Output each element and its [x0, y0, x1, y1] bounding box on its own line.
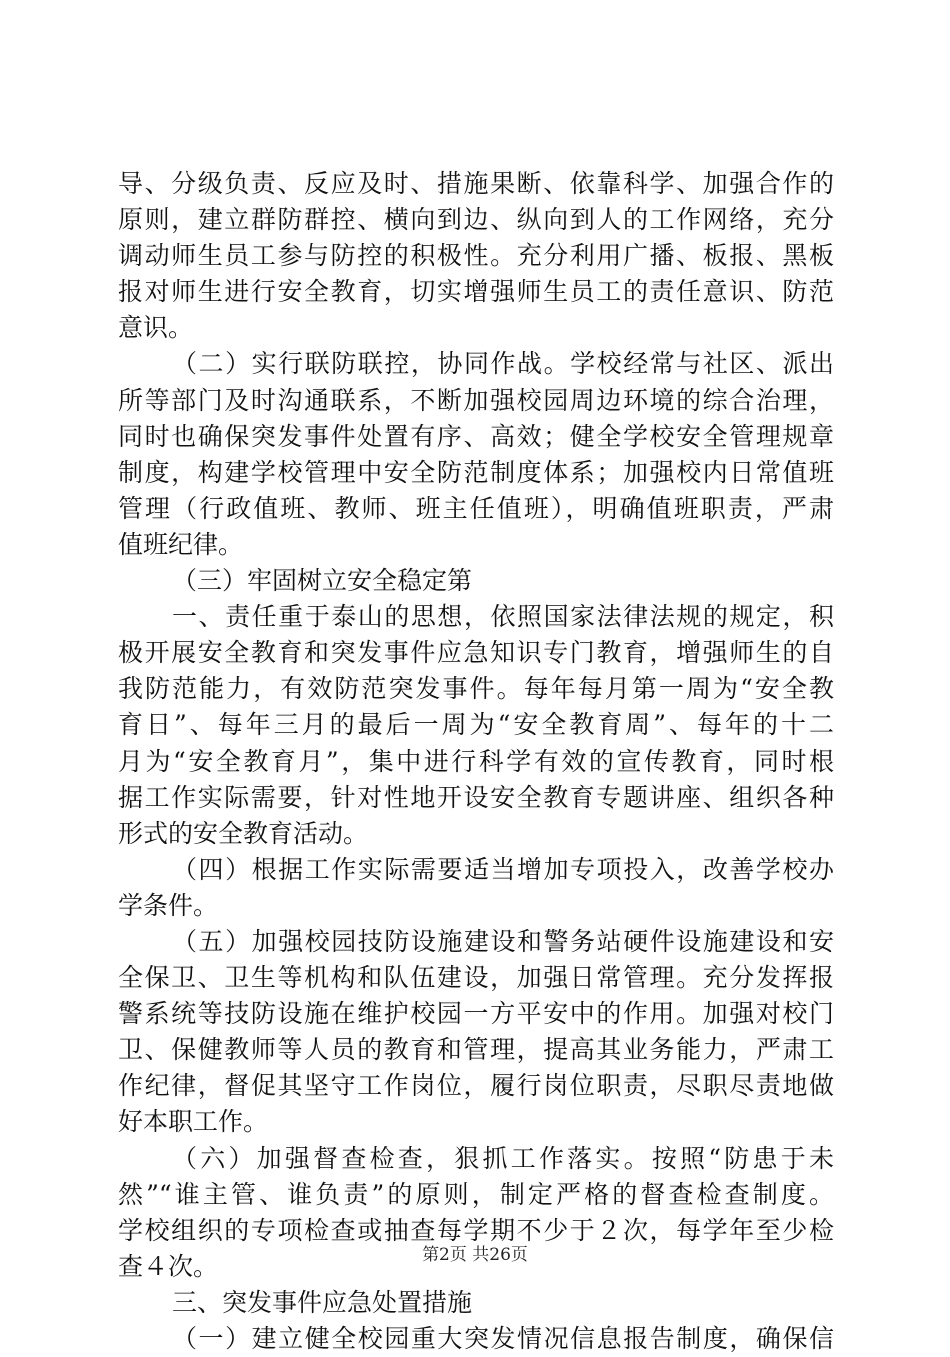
text-line: （五）加强校园技防设施建设和警务站硬件设施建设和安 — [172, 926, 834, 956]
text-line: 管理（行政值班、教师、班主任值班），明确值班职责，严肃 — [118, 493, 834, 523]
text-line: 同时也确保突发事件处置有序、高效；健全学校安全管理规章 — [118, 421, 834, 451]
text-line: 然”“谁主管、谁负责”的原则，制定严格的督查检查制度。 — [118, 1179, 834, 1209]
text-line: 作纪律，督促其坚守工作岗位，履行岗位职责，尽职尽责地做 — [118, 1071, 834, 1101]
text-line: 报对师生进行安全教育，切实增强师生员工的责任意识、防范 — [118, 277, 834, 307]
text-line: （一）建立健全校园重大突发情况信息报告制度，确保信 — [172, 1324, 834, 1353]
text-line: （三）牢固树立安全稳定第 — [172, 566, 473, 596]
text-line: （二）实行联防联控，协同作战。学校经常与社区、派出 — [172, 349, 834, 379]
text-line: （四）根据工作实际需要适当增加专项投入，改善学校办 — [172, 854, 834, 884]
text-line: 警系统等技防设施在维护校园一方平安中的作用。加强对校门 — [118, 999, 834, 1029]
text-line: 育日”、每年三月的最后一周为“安全教育周”、每年的十二 — [118, 710, 834, 740]
text-line: 全保卫、卫生等机构和队伍建设，加强日常管理。充分发挥报 — [118, 963, 834, 993]
text-line: 形式的安全教育活动。 — [118, 818, 369, 848]
text-line: 查４次。 — [118, 1251, 219, 1281]
text-line: 极开展安全教育和突发事件应急知识专门教育，增强师生的自 — [118, 638, 834, 668]
text-line: 我防范能力，有效防范突发事件。每年每月第一周为“安全教 — [118, 674, 834, 704]
text-line: 制度，构建学校管理中安全防范制度体系；加强校内日常值班 — [118, 457, 834, 487]
text-line: 学条件。 — [118, 890, 219, 920]
text-line: 学校组织的专项检查或抽查每学期不少于２次，每学年至少检 — [118, 1215, 834, 1245]
text-line: 意识。 — [118, 313, 194, 343]
text-line: 导、分级负责、反应及时、措施果断、依靠科学、加强合作的 — [118, 169, 834, 198]
text-line: 所等部门及时沟通联系，不断加强校园周边环境的综合治理， — [118, 385, 834, 415]
text-line: 值班纪律。 — [118, 529, 244, 559]
section-heading: 三、突发事件应急处置措施 — [172, 1287, 473, 1317]
text-line: 据工作实际需要，针对性地开设安全教育专题讲座、组织各种 — [118, 782, 834, 812]
text-line: （六）加强督查检查，狠抓工作落实。按照“防患于未 — [172, 1143, 834, 1173]
text-line: 月为“安全教育月”，集中进行科学有效的宣传教育，同时根 — [118, 746, 834, 776]
page-number-footer: 第2页 共26页 — [422, 1245, 528, 1265]
document-body — [118, 166, 834, 1357]
text-line: 好本职工作。 — [118, 1107, 269, 1137]
text-line: 一、责任重于泰山的思想，依照国家法律法规的规定，积 — [172, 602, 834, 632]
text-line: 卫、保健教师等人员的教育和管理，提高其业务能力，严肃工 — [118, 1035, 834, 1065]
text-line: 调动师生员工参与防控的积极性。充分利用广播、板报、黑板 — [118, 241, 834, 271]
text-line: 原则，建立群防群控、横向到边、纵向到人的工作网络，充分 — [118, 205, 834, 235]
